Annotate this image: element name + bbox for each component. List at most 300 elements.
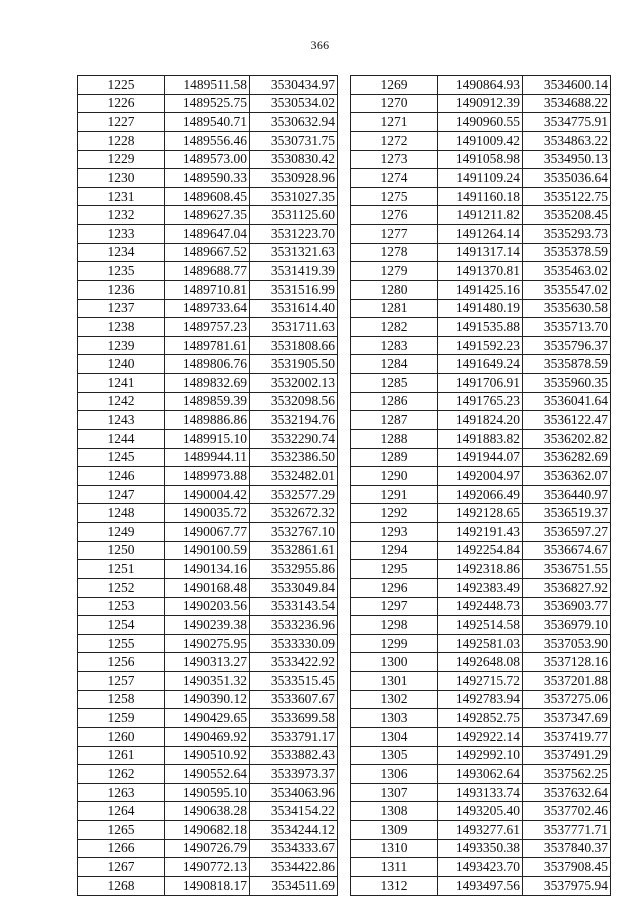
coordinate-y-cell: 3537201.88 [523,672,611,691]
point-number-cell: 1280 [351,280,438,299]
coordinate-y-cell: 3531321.63 [250,243,338,262]
coordinate-x-cell: 1489573.00 [165,150,250,169]
table-row [351,392,611,411]
coordinate-x-cell: 1492383.49 [438,578,523,597]
coordinate-y-cell: 3537128.16 [523,653,611,672]
page-number: 366 [310,38,330,52]
coordinate-x-cell: 1490067.77 [165,523,250,542]
coordinate-x-cell: 1490239.38 [165,616,250,635]
table-row [78,597,338,616]
table-row [351,876,611,895]
point-number-cell: 1253 [78,597,165,616]
table-row [78,280,338,299]
table-row [351,169,611,188]
point-number-cell: 1302 [351,690,438,709]
table-row [78,690,338,709]
table-row [351,709,611,728]
coordinate-x-cell: 1493350.38 [438,839,523,858]
point-number-cell: 1255 [78,634,165,653]
point-number-cell: 1233 [78,225,165,244]
coordinate-x-cell: 1490004.42 [165,485,250,504]
table-row [351,76,611,95]
table-row [78,94,338,113]
coordinate-x-cell: 1489781.61 [165,336,250,355]
coordinate-x-cell: 1492066.49 [438,485,523,504]
point-number-cell: 1273 [351,150,438,169]
coordinate-x-cell: 1493205.40 [438,802,523,821]
point-number-cell: 1258 [78,690,165,709]
coordinate-y-cell: 3531614.40 [250,299,338,318]
coordinate-y-cell: 3537908.45 [523,858,611,877]
table-row [78,336,338,355]
coordinate-x-cell: 1491824.20 [438,411,523,430]
point-number-cell: 1275 [351,187,438,206]
coordinate-x-cell: 1491058.98 [438,150,523,169]
coordinate-x-cell: 1492448.73 [438,597,523,616]
coordinate-x-cell: 1491480.19 [438,299,523,318]
coordinate-y-cell: 3532767.10 [250,523,338,542]
coordinate-y-cell: 3530434.97 [250,76,338,95]
coordinate-x-cell: 1489710.81 [165,280,250,299]
table-row [351,653,611,672]
coordinate-x-cell: 1492715.72 [438,672,523,691]
coordinate-y-cell: 3533791.17 [250,727,338,746]
coordinate-y-cell: 3536041.64 [523,392,611,411]
coordinate-y-cell: 3532482.01 [250,467,338,486]
table-row [351,485,611,504]
coordinate-y-cell: 3536440.97 [523,485,611,504]
coordinate-x-cell: 1492318.86 [438,560,523,579]
coordinate-x-cell: 1492783.94 [438,690,523,709]
point-number-cell: 1288 [351,429,438,448]
coordinate-x-cell: 1491944.07 [438,448,523,467]
point-number-cell: 1232 [78,206,165,225]
table-row [351,802,611,821]
point-number-cell: 1256 [78,653,165,672]
coordinate-x-cell: 1491592.23 [438,336,523,355]
coordinate-y-cell: 3533330.09 [250,634,338,653]
point-number-cell: 1305 [351,746,438,765]
coordinate-x-cell: 1493133.74 [438,783,523,802]
table-row [351,541,611,560]
point-number-cell: 1281 [351,299,438,318]
point-number-cell: 1259 [78,709,165,728]
point-number-cell: 1261 [78,746,165,765]
coordinate-y-cell: 3532861.61 [250,541,338,560]
coordinate-x-cell: 1489832.69 [165,374,250,393]
table-row [78,765,338,784]
table-row [351,765,611,784]
table-row [351,150,611,169]
table-row [351,616,611,635]
table-row [351,578,611,597]
point-number-cell: 1287 [351,411,438,430]
coordinate-x-cell: 1489944.11 [165,448,250,467]
point-number-cell: 1282 [351,318,438,337]
point-number-cell: 1278 [351,243,438,262]
point-number-cell: 1309 [351,821,438,840]
table-row [78,374,338,393]
coordinate-y-cell: 3537275.06 [523,690,611,709]
point-number-cell: 1274 [351,169,438,188]
coordinate-y-cell: 3537975.94 [523,876,611,895]
coordinate-x-cell: 1490960.55 [438,113,523,132]
coordinate-x-cell: 1491883.82 [438,429,523,448]
coordinate-y-cell: 3531808.66 [250,336,338,355]
coordinate-x-cell: 1489757.23 [165,318,250,337]
coordinate-y-cell: 3535463.02 [523,262,611,281]
table-row [78,560,338,579]
coordinate-x-cell: 1492514.58 [438,616,523,635]
table-row [78,355,338,374]
coordinate-x-cell: 1490510.92 [165,746,250,765]
table-row [351,746,611,765]
table-row [351,187,611,206]
point-number-cell: 1240 [78,355,165,374]
coordinate-x-cell: 1492581.03 [438,634,523,653]
table-row [351,821,611,840]
point-number-cell: 1296 [351,578,438,597]
table-row [78,821,338,840]
coordinate-x-cell: 1491425.16 [438,280,523,299]
table-row [78,113,338,132]
coordinate-x-cell: 1491765.23 [438,392,523,411]
table-row [351,336,611,355]
coordinate-x-cell: 1489973.88 [165,467,250,486]
coordinate-y-cell: 3531027.35 [250,187,338,206]
table-row [78,858,338,877]
coordinate-y-cell: 3537632.64 [523,783,611,802]
point-number-cell: 1297 [351,597,438,616]
coordinate-x-cell: 1489511.58 [165,76,250,95]
table-row [78,411,338,430]
table-row [78,727,338,746]
coordinate-y-cell: 3531711.63 [250,318,338,337]
table-row [351,131,611,150]
table-row [351,597,611,616]
coordinate-y-cell: 3533236.96 [250,616,338,635]
table-row [351,262,611,281]
point-number-cell: 1239 [78,336,165,355]
coordinate-x-cell: 1493277.61 [438,821,523,840]
coordinate-y-cell: 3530731.75 [250,131,338,150]
point-number-cell: 1272 [351,131,438,150]
table-row [78,206,338,225]
coordinate-y-cell: 3533882.43 [250,746,338,765]
coordinate-x-cell: 1493062.64 [438,765,523,784]
point-number-cell: 1268 [78,876,165,895]
table-row [78,876,338,895]
table-row [351,690,611,709]
table-row [78,243,338,262]
coordinate-y-cell: 3534511.69 [250,876,338,895]
table-row [78,504,338,523]
coordinate-x-cell: 1490275.95 [165,634,250,653]
table-row [78,485,338,504]
coordinate-x-cell: 1489556.46 [165,131,250,150]
coordinate-y-cell: 3536202.82 [523,429,611,448]
coordinate-y-cell: 3532386.50 [250,448,338,467]
point-number-cell: 1279 [351,262,438,281]
coordinate-y-cell: 3533973.37 [250,765,338,784]
table-row [78,802,338,821]
coordinate-x-cell: 1492992.10 [438,746,523,765]
coordinate-x-cell: 1490203.56 [165,597,250,616]
table-row [78,262,338,281]
coordinate-x-cell: 1490134.16 [165,560,250,579]
coordinate-x-cell: 1491109.24 [438,169,523,188]
coordinate-x-cell: 1492648.08 [438,653,523,672]
table-row [351,672,611,691]
coordinate-y-cell: 3534688.22 [523,94,611,113]
point-number-cell: 1299 [351,634,438,653]
coordinate-y-cell: 3537053.90 [523,634,611,653]
coordinate-y-cell: 3534063.96 [250,783,338,802]
coordinate-y-cell: 3537419.77 [523,727,611,746]
coordinate-y-cell: 3530830.42 [250,150,338,169]
point-number-cell: 1271 [351,113,438,132]
coordinate-y-cell: 3532002.13 [250,374,338,393]
point-number-cell: 1293 [351,523,438,542]
coordinate-y-cell: 3533422.92 [250,653,338,672]
table-row [351,634,611,653]
coordinate-y-cell: 3532098.56 [250,392,338,411]
point-number-cell: 1246 [78,467,165,486]
coordinate-x-cell: 1490100.59 [165,541,250,560]
table-row [351,355,611,374]
table-row [351,783,611,802]
coordinate-y-cell: 3536979.10 [523,616,611,635]
coordinate-x-cell: 1492004.97 [438,467,523,486]
coordinate-x-cell: 1492254.84 [438,541,523,560]
point-number-cell: 1286 [351,392,438,411]
coordinate-x-cell: 1489667.52 [165,243,250,262]
coordinate-x-cell: 1491264.14 [438,225,523,244]
point-number-cell: 1311 [351,858,438,877]
coordinate-x-cell: 1492128.65 [438,504,523,523]
coordinate-y-cell: 3534333.67 [250,839,338,858]
table-row [78,672,338,691]
coordinate-y-cell: 3537771.71 [523,821,611,840]
point-number-cell: 1225 [78,76,165,95]
coordinate-y-cell: 3534244.12 [250,821,338,840]
coordinate-x-cell: 1490864.93 [438,76,523,95]
coordinate-x-cell: 1491535.88 [438,318,523,337]
coordinate-y-cell: 3531223.70 [250,225,338,244]
coordinate-x-cell: 1490035.72 [165,504,250,523]
coordinate-y-cell: 3533607.67 [250,690,338,709]
coordinate-y-cell: 3533515.45 [250,672,338,691]
table-row [78,187,338,206]
coordinate-x-cell: 1489859.39 [165,392,250,411]
table-row [78,392,338,411]
coordinate-y-cell: 3533049.84 [250,578,338,597]
table-row [78,448,338,467]
coordinate-x-cell: 1489540.71 [165,113,250,132]
coordinate-y-cell: 3537562.25 [523,765,611,784]
coordinate-y-cell: 3530928.96 [250,169,338,188]
table-row [78,839,338,858]
coordinate-y-cell: 3536122.47 [523,411,611,430]
coordinate-x-cell: 1489886.86 [165,411,250,430]
table-row [78,653,338,672]
point-number-cell: 1243 [78,411,165,430]
point-number-cell: 1242 [78,392,165,411]
table-row [351,504,611,523]
table-row [351,448,611,467]
table-row [351,206,611,225]
table-row [351,858,611,877]
point-number-cell: 1252 [78,578,165,597]
coordinate-x-cell: 1491706.91 [438,374,523,393]
table-row [351,560,611,579]
coordinates-table-left [77,75,338,896]
coordinate-x-cell: 1492922.14 [438,727,523,746]
coordinate-x-cell: 1491009.42 [438,131,523,150]
coordinate-y-cell: 3535630.58 [523,299,611,318]
point-number-cell: 1267 [78,858,165,877]
point-number-cell: 1276 [351,206,438,225]
coordinate-x-cell: 1490390.12 [165,690,250,709]
coordinate-x-cell: 1489733.64 [165,299,250,318]
point-number-cell: 1236 [78,280,165,299]
point-number-cell: 1277 [351,225,438,244]
coordinate-y-cell: 3534775.91 [523,113,611,132]
point-number-cell: 1289 [351,448,438,467]
coordinates-table-right [350,75,611,896]
coordinate-y-cell: 3536827.92 [523,578,611,597]
table-row [78,318,338,337]
coordinate-x-cell: 1491211.82 [438,206,523,225]
point-number-cell: 1227 [78,113,165,132]
table-row [351,839,611,858]
table-row [351,299,611,318]
point-number-cell: 1292 [351,504,438,523]
point-number-cell: 1260 [78,727,165,746]
coordinate-x-cell: 1489590.33 [165,169,250,188]
coordinates-table-body [78,76,338,896]
point-number-cell: 1270 [351,94,438,113]
coordinate-x-cell: 1493423.70 [438,858,523,877]
coordinate-x-cell: 1489915.10 [165,429,250,448]
coordinate-y-cell: 3532955.86 [250,560,338,579]
point-number-cell: 1269 [351,76,438,95]
point-number-cell: 1298 [351,616,438,635]
table-row [78,150,338,169]
point-number-cell: 1306 [351,765,438,784]
point-number-cell: 1230 [78,169,165,188]
point-number-cell: 1231 [78,187,165,206]
coordinate-y-cell: 3536519.37 [523,504,611,523]
coordinate-y-cell: 3536362.07 [523,467,611,486]
coordinate-x-cell: 1490912.39 [438,94,523,113]
table-row [351,467,611,486]
point-number-cell: 1237 [78,299,165,318]
coordinate-y-cell: 3536674.67 [523,541,611,560]
coordinate-y-cell: 3530632.94 [250,113,338,132]
coordinate-x-cell: 1490351.32 [165,672,250,691]
coordinate-y-cell: 3535036.64 [523,169,611,188]
coordinate-y-cell: 3535547.02 [523,280,611,299]
table-row [351,429,611,448]
point-number-cell: 1234 [78,243,165,262]
coordinate-x-cell: 1490469.92 [165,727,250,746]
point-number-cell: 1284 [351,355,438,374]
point-number-cell: 1312 [351,876,438,895]
point-number-cell: 1262 [78,765,165,784]
coordinate-y-cell: 3534863.22 [523,131,611,150]
point-number-cell: 1266 [78,839,165,858]
coordinate-x-cell: 1490682.18 [165,821,250,840]
coordinate-x-cell: 1489806.76 [165,355,250,374]
point-number-cell: 1238 [78,318,165,337]
coordinate-x-cell: 1491317.14 [438,243,523,262]
coordinate-y-cell: 3535208.45 [523,206,611,225]
coordinate-x-cell: 1490429.65 [165,709,250,728]
point-number-cell: 1307 [351,783,438,802]
coordinate-y-cell: 3537840.37 [523,839,611,858]
coordinate-x-cell: 1490168.48 [165,578,250,597]
table-row [78,709,338,728]
point-number-cell: 1226 [78,94,165,113]
point-number-cell: 1283 [351,336,438,355]
coordinate-x-cell: 1489525.75 [165,94,250,113]
point-number-cell: 1291 [351,485,438,504]
point-number-cell: 1228 [78,131,165,150]
table-row [78,578,338,597]
coordinate-y-cell: 3532577.29 [250,485,338,504]
table-row [78,746,338,765]
table-row [351,243,611,262]
coordinate-y-cell: 3537347.69 [523,709,611,728]
table-row [78,299,338,318]
table-row [78,429,338,448]
coordinate-x-cell: 1490638.28 [165,802,250,821]
coordinate-x-cell: 1491370.81 [438,262,523,281]
point-number-cell: 1229 [78,150,165,169]
table-row [78,783,338,802]
table-row [78,467,338,486]
table-row [78,634,338,653]
point-number-cell: 1249 [78,523,165,542]
point-number-cell: 1241 [78,374,165,393]
coordinate-y-cell: 3531516.99 [250,280,338,299]
table-row [78,169,338,188]
coordinate-x-cell: 1490726.79 [165,839,250,858]
coordinate-y-cell: 3536903.77 [523,597,611,616]
coordinate-y-cell: 3536751.55 [523,560,611,579]
coordinate-x-cell: 1489647.04 [165,225,250,244]
point-number-cell: 1264 [78,802,165,821]
point-number-cell: 1290 [351,467,438,486]
coordinate-x-cell: 1492852.75 [438,709,523,728]
point-number-cell: 1304 [351,727,438,746]
table-row [78,131,338,150]
table-row [351,94,611,113]
coordinate-x-cell: 1493497.56 [438,876,523,895]
table-row [78,76,338,95]
coordinate-y-cell: 3535293.73 [523,225,611,244]
coordinate-x-cell: 1490313.27 [165,653,250,672]
point-number-cell: 1244 [78,429,165,448]
point-number-cell: 1248 [78,504,165,523]
coordinate-y-cell: 3537491.29 [523,746,611,765]
coordinate-y-cell: 3535878.59 [523,355,611,374]
coordinate-x-cell: 1491160.18 [438,187,523,206]
point-number-cell: 1250 [78,541,165,560]
coordinate-y-cell: 3535713.70 [523,318,611,337]
table-row [78,523,338,542]
